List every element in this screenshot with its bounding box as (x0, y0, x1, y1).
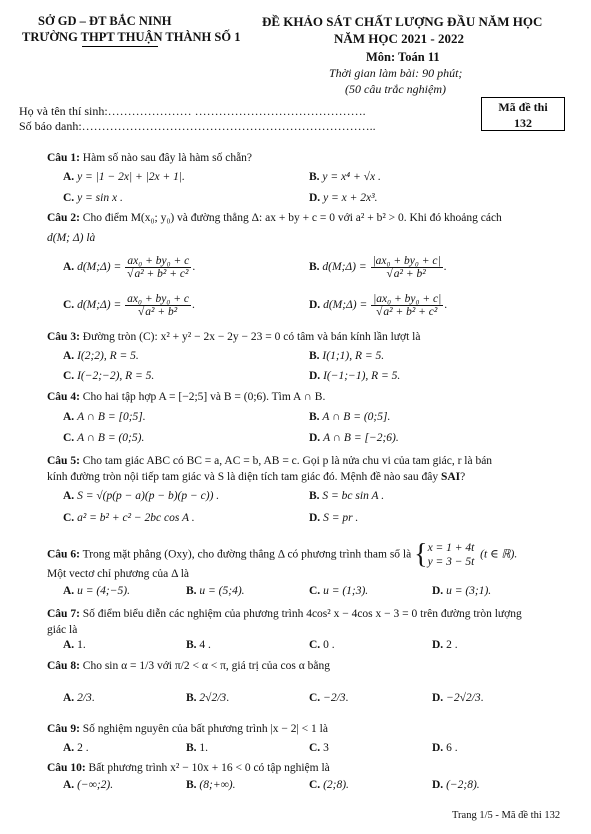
q9-option-d[interactable]: D. 6 . (432, 742, 458, 754)
question-1: Câu 1: Hàm số nào sau đây là hàm số chẵn? (47, 152, 253, 164)
q3-option-d[interactable]: D. I(−1;−1), R = 5. (309, 370, 401, 382)
q2-option-a[interactable]: A. d(M;Δ) = $\frac{\text{ax₀ + by₀ + c}}{\text{√a² + b² + c²}}$ . (63, 255, 196, 281)
school-name: TRƯỜNG THPT THUẬN THÀNH SỐ 1 (22, 30, 241, 44)
exam-code-value: 132 (514, 116, 532, 130)
q10-option-d[interactable]: D. (−2;8). (432, 779, 480, 791)
school-underline (82, 46, 158, 47)
q9-option-a[interactable]: A. 2 . (63, 742, 89, 754)
q10-option-a[interactable]: A. (−∞;2). (63, 779, 114, 791)
exam-year: NĂM HỌC 2021 - 2022 (334, 31, 464, 46)
q10-option-c[interactable]: C. (2;8). (309, 779, 349, 791)
q1-option-c[interactable]: C. y = sin x . (63, 192, 123, 204)
q4-option-c[interactable]: C. A ∩ B = (0;5). (63, 432, 145, 444)
q6-option-d[interactable]: D. u = (3;1). (432, 585, 492, 597)
question-5: Câu 5: Cho tam giác ABC có BC = a, AC = b, AB = c. Gọi p là nửa chu vi của tam giác, r là bán (47, 455, 493, 467)
q4-option-b[interactable]: B. A ∩ B = (0;5]. (309, 411, 391, 423)
question-7-line2: giác là (47, 624, 78, 636)
q5-option-a[interactable]: A. S = √(p(p − a)(p − b)(p − c)) . (63, 490, 220, 502)
q4-option-d[interactable]: D. A ∩ B = [−2;6). (309, 432, 399, 444)
question-9: Câu 9: Số nghiệm nguyên của bất phương trình |x − 2| < 1 là (47, 723, 328, 735)
q3-option-a[interactable]: A. I(2;2), R = 5. (63, 350, 139, 362)
q1-option-a[interactable]: A. y = |1 − 2x| + |2x + 1|. (63, 171, 185, 183)
question-7: Câu 7: Số điểm biểu diễn các nghiệm của phương trình 4cos² x − 4cos x − 3 = 0 trên đường tròn lượng (47, 608, 522, 620)
q8-option-a[interactable]: A. 2/3. (63, 692, 95, 704)
student-id-field[interactable]: Số báo danh:……………………………………………………………….. (19, 119, 376, 133)
department-name: SỞ GD – ĐT BẮC NINH (38, 14, 172, 28)
question-2: Câu 2: Cho điểm M(x₀; y₀) và đường thẳng Δ: ax + by + c = 0 với a² + b² > 0. Khi đó khoảng cách (47, 212, 502, 224)
emphasis-false: SAI (440, 471, 461, 483)
question-count: (50 câu trắc nghiệm) (345, 82, 446, 96)
q8-option-b[interactable]: B. 2√2/3. (186, 692, 230, 704)
q5-option-c[interactable]: C. a² = b² + c² − 2bc cos A . (63, 512, 195, 524)
q3-option-b[interactable]: B. I(1;1), R = 5. (309, 350, 385, 362)
q2-option-d[interactable]: D. d(M;Δ) = $\frac{\text{|ax₀ + by₀ + c|}}{\text{√a² + b² + c²}}$ . (309, 293, 448, 319)
q9-option-b[interactable]: B. 1. (186, 742, 209, 754)
q9-option-c[interactable]: C. 3 (309, 742, 329, 754)
q2-option-c[interactable]: C. d(M;Δ) = $\frac{\text{ax₀ + by₀ + c}}{\text{√a² + b²}}$ . (63, 293, 195, 319)
question-8: Câu 8: Cho sin α = 1/3 với π/2 < α < π, giá trị của cos α bằng (47, 660, 330, 672)
q5-option-b[interactable]: B. S = bc sin A . (309, 490, 385, 502)
q8-option-c[interactable]: C. −2/3. (309, 692, 349, 704)
question-6-line2: Một vectơ chỉ phương của Δ là (47, 568, 190, 580)
q7-option-d[interactable]: D. 2 . (432, 639, 458, 651)
q2-option-b[interactable]: B. d(M;Δ) = $\frac{\text{|ax₀ + by₀ + c|}}{\text{√a² + b²}}$ . (309, 255, 447, 281)
q1-option-b[interactable]: B. y = x⁴ + √x . (309, 171, 381, 183)
question-5-line2: kính đường tròn nội tiếp tam giác và S là diện tích tam giác đó. Mệnh đề nào sau đây SAI? (47, 471, 466, 483)
question-4: Câu 4: Cho hai tập hợp A = [−2;5] và B = (0;6). Tìm A ∩ B. (47, 391, 326, 403)
exam-time: Thời gian làm bài: 90 phút; (329, 66, 463, 80)
question-2-line2: d(M; Δ) là (47, 232, 96, 244)
q6-option-b[interactable]: B. u = (5;4). (186, 585, 245, 597)
q6-option-c[interactable]: C. u = (1;3). (309, 585, 369, 597)
question-3: Câu 3: Đường tròn (C): x² + y² − 2x − 2y − 23 = 0 có tâm và bán kính lần lượt là (47, 331, 421, 343)
q5-option-d[interactable]: D. S = pr . (309, 512, 359, 524)
q10-option-b[interactable]: B. (8;+∞). (186, 779, 236, 791)
q7-option-a[interactable]: A. 1. (63, 639, 86, 651)
exam-title: ĐỀ KHẢO SÁT CHẤT LƯỢNG ĐẦU NĂM HỌC (262, 14, 543, 29)
q1-option-d[interactable]: D. y = x + 2x³. (309, 192, 378, 204)
q3-option-c[interactable]: C. I(−2;−2), R = 5. (63, 370, 155, 382)
exam-code-label: Mã đề thi (498, 100, 548, 114)
q4-option-a[interactable]: A. A ∩ B = [0;5]. (63, 411, 146, 423)
page-footer: Trang 1/5 - Mã đề thi 132 (452, 810, 561, 821)
question-6: Câu 6: Trong mặt phẳng (Oxy), cho đường thẳng Δ có phương trình tham số là {x = 1 + 4t y = 3 − 5t (t ∈ ℝ). (47, 539, 518, 570)
question-10: Câu 10: Bất phương trình x² − 10x + 16 < 0 có tập nghiệm là (47, 762, 330, 774)
q8-option-d[interactable]: D. −2√2/3. (432, 692, 484, 704)
q6-option-a[interactable]: A. u = (4;−5). (63, 585, 130, 597)
exam-subject: Môn: Toán 11 (366, 50, 440, 64)
q7-option-b[interactable]: B. 4 . (186, 639, 211, 651)
student-name-field[interactable]: Họ và tên thí sinh:………………… ……………………………………. (19, 104, 366, 118)
exam-code-box (481, 97, 565, 131)
q7-option-c[interactable]: C. 0 . (309, 639, 335, 651)
